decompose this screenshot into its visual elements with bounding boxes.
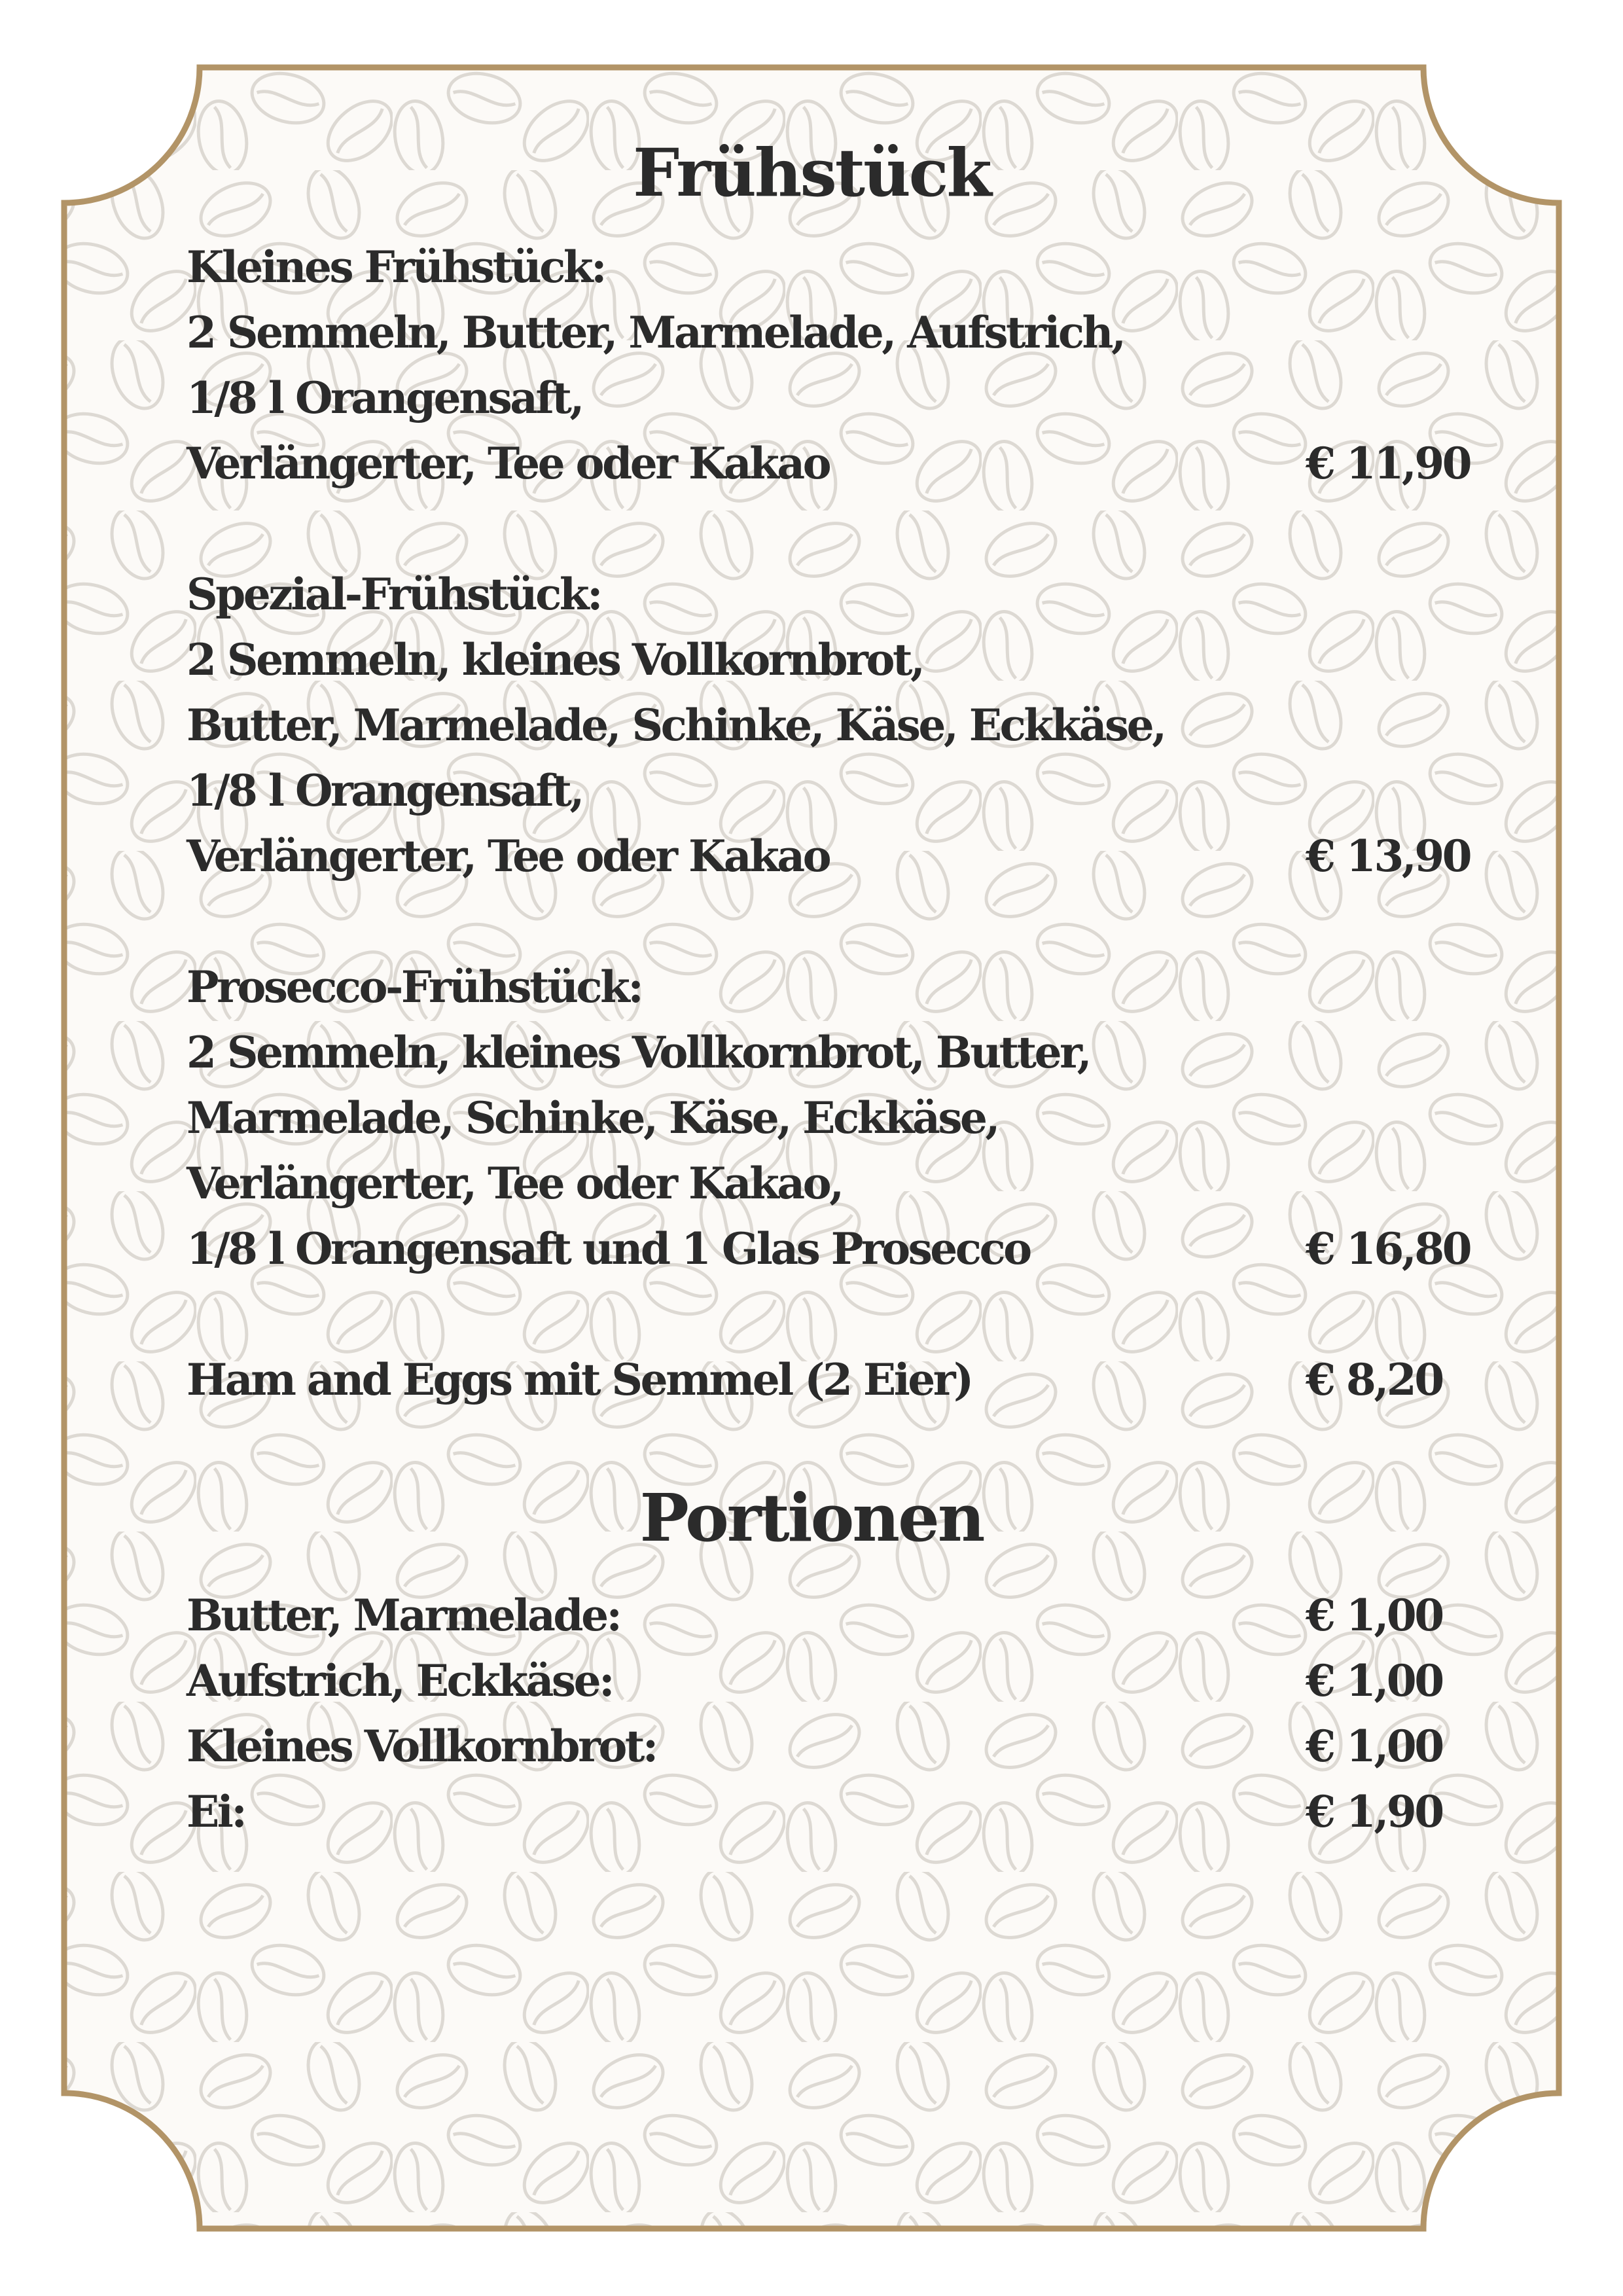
- item-description-line: Verlängerter, Tee oder Kakao: [187, 831, 830, 882]
- portion-name: Butter, Marmelade:: [187, 1590, 620, 1641]
- item-price: € 8,20: [1306, 1354, 1442, 1405]
- item-description-line: Marmelade, Schinke, Käse, Eckkäse,: [187, 1092, 998, 1143]
- portion-price: € 1,90: [1306, 1786, 1442, 1837]
- item-description-line: 2 Semmeln, Butter, Marmelade, Aufstrich,: [187, 307, 1124, 358]
- portion-name: Kleines Vollkornbrot:: [187, 1721, 656, 1772]
- item-name: Spezial-Frühstück:: [187, 569, 601, 620]
- portion-name: Aufstrich, Eckkäse:: [187, 1655, 613, 1706]
- item-description-line: 2 Semmeln, kleines Vollkornbrot, Butter,: [187, 1027, 1090, 1078]
- item-description-line: Verlängerter, Tee oder Kakao,: [187, 1158, 842, 1209]
- item-description-line: Verlängerter, Tee oder Kakao: [187, 438, 830, 489]
- item-price: € 16,80: [1306, 1223, 1471, 1274]
- portion-price: € 1,00: [1306, 1721, 1442, 1772]
- item-price: € 11,90: [1306, 438, 1471, 489]
- item-price: € 13,90: [1306, 831, 1471, 882]
- item-name: Ham and Eggs mit Semmel (2 Eier): [187, 1354, 972, 1405]
- item-description-line: 1/8 l Orangensaft und 1 Glas Prosecco: [187, 1223, 1030, 1274]
- portion-price: € 1,00: [1306, 1655, 1442, 1706]
- item-description-line: 1/8 l Orangensaft,: [187, 765, 582, 816]
- item-description-line: 2 Semmeln, kleines Vollkornbrot,: [187, 634, 923, 685]
- portion-price: € 1,00: [1306, 1590, 1442, 1641]
- item-description-line: 1/8 l Orangensaft,: [187, 372, 582, 423]
- item-name: Kleines Frühstück:: [187, 242, 605, 293]
- portion-name: Ei:: [187, 1786, 245, 1837]
- breakfast-title: Frühstück: [633, 134, 990, 211]
- item-description-line: Butter, Marmelade, Schinke, Käse, Eckkäse,: [187, 700, 1165, 751]
- portions-title: Portionen: [639, 1479, 984, 1556]
- item-name: Prosecco-Frühstück:: [187, 961, 642, 1013]
